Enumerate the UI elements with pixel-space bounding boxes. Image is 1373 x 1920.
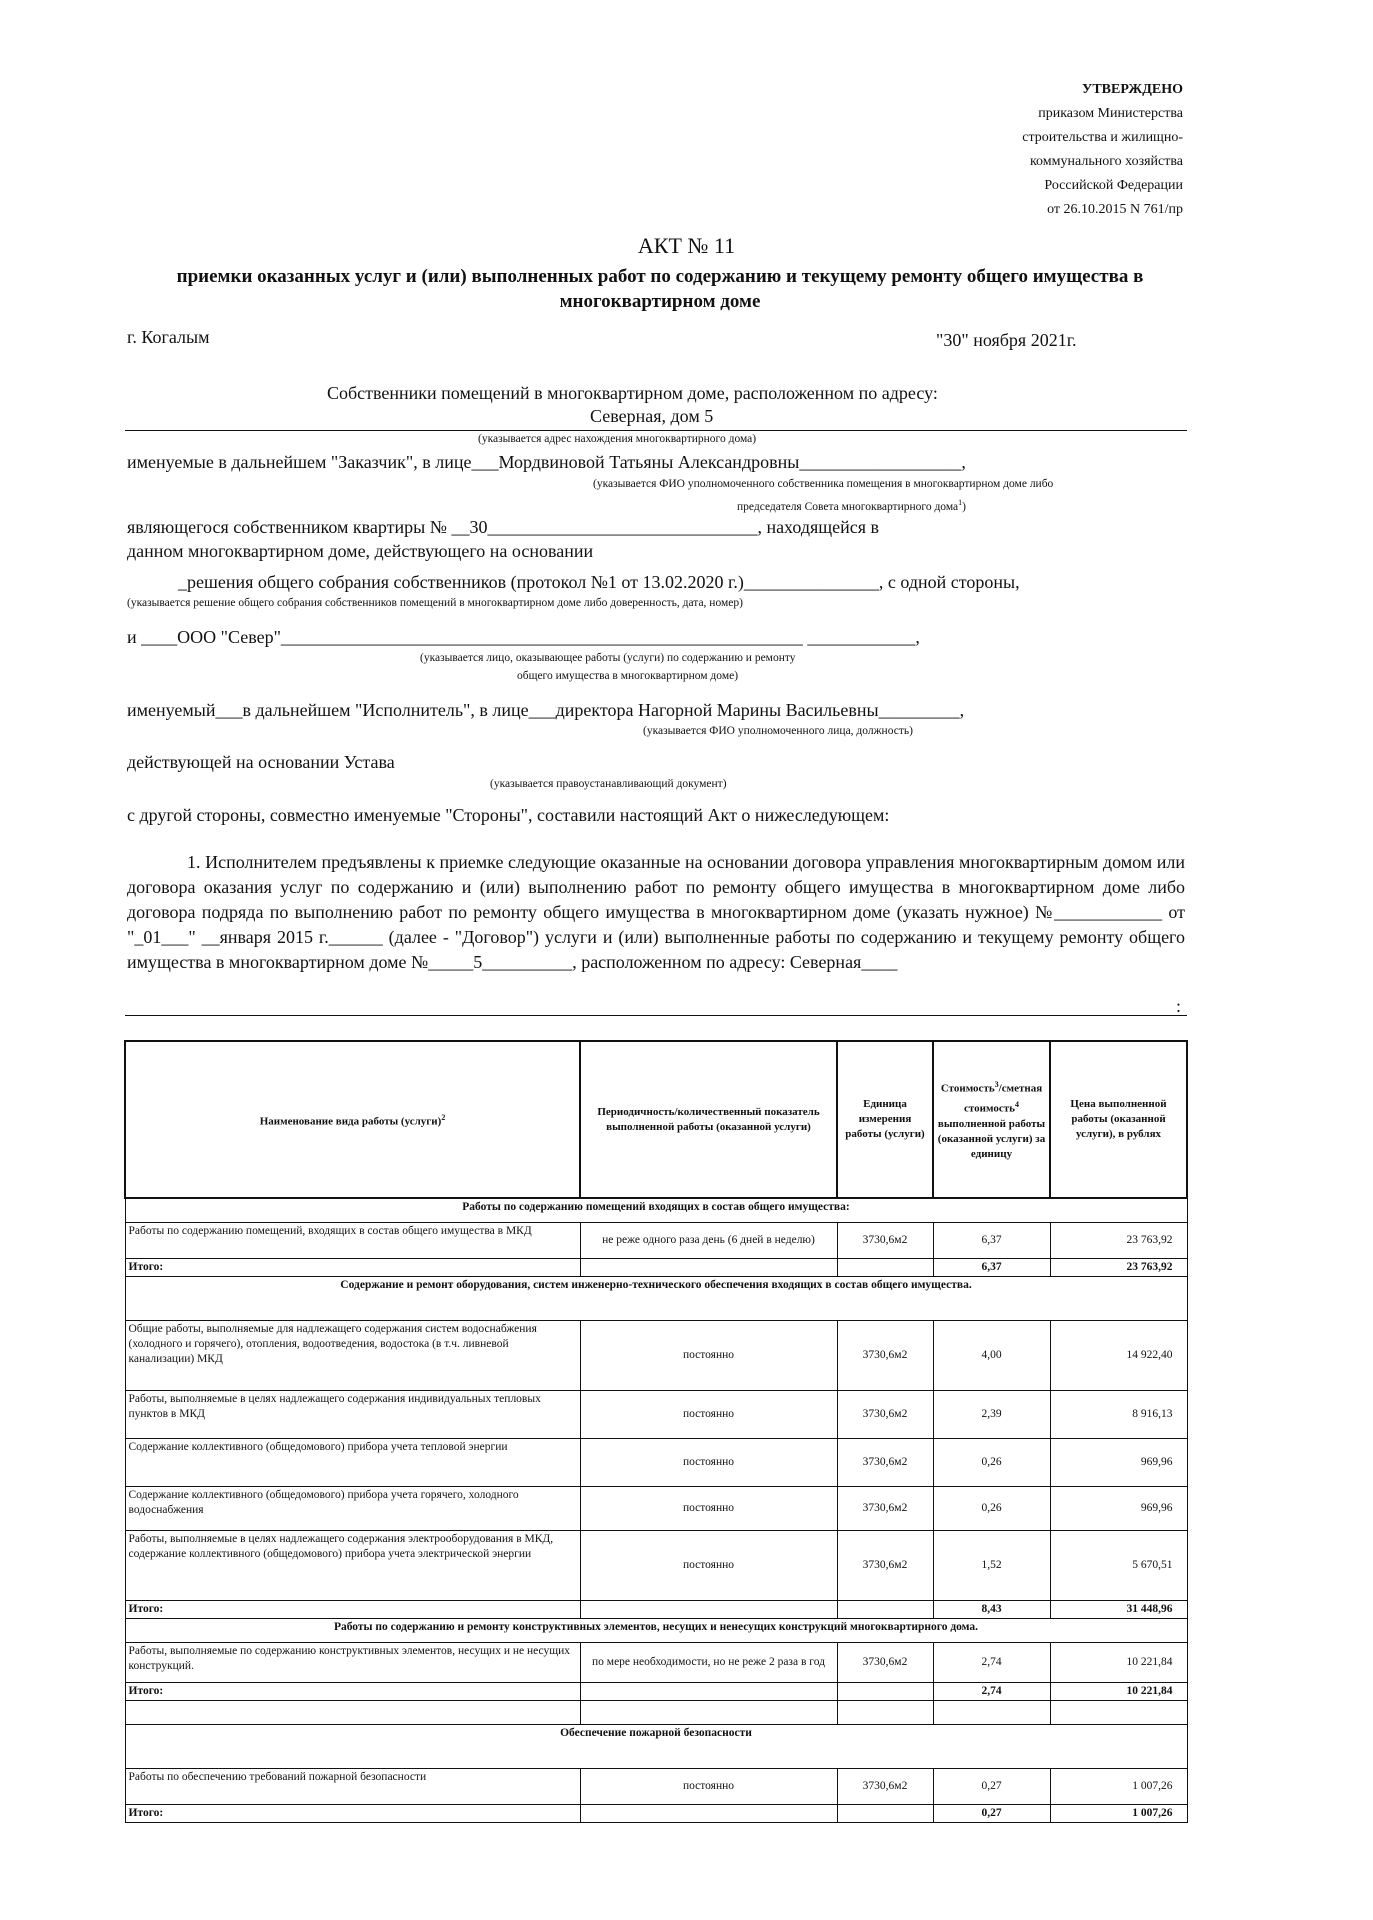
executor-line: именуемый___в дальнейшем "Исполнитель", в лице___директора Нагорной Марины Васильевны_________, <box>127 700 965 720</box>
work-name-cell: Работы, выполняемые в целях надлежащего содержания электрооборудования в МКД, содержание коллективного (общедомового) прибора учета электрической энергии <box>125 1530 580 1600</box>
table-row <box>125 1438 1187 1486</box>
price-cell: 8 916,13 <box>1050 1390 1187 1438</box>
city: г. Когалым <box>127 327 210 347</box>
periodicity-cell: постоянно <box>580 1530 837 1600</box>
work-name-cell: Содержание коллективного (общедомового) прибора учета горячего, холодного водоснабжения <box>125 1486 580 1530</box>
decision-hint: (указывается решение общего собрания собственников помещений в многоквартирном доме либо доверенность, дата, номер) <box>127 597 743 609</box>
empty-cell <box>580 1600 837 1618</box>
table-row <box>125 1486 1187 1530</box>
empty-cell <box>580 1804 837 1822</box>
periodicity-cell: постоянно <box>580 1486 837 1530</box>
price-cell: 969,96 <box>1050 1486 1187 1530</box>
unit-cell: 3730,6м2 <box>837 1768 933 1804</box>
decision-line: _решения общего собрания собственников (протокол №1 от 13.02.2020 г.)_______________, с одной стороны, <box>178 572 1020 592</box>
total-label: Итого: <box>125 1682 580 1700</box>
unit-cell: 3730,6м2 <box>837 1222 933 1258</box>
act-title: приемки оказанных услуг и (или) выполненных работ по содержанию и текущему ремонту общего имущества в многоквартирном доме <box>176 266 1144 312</box>
unit-cell: 3730,6м2 <box>837 1530 933 1600</box>
spacer-row <box>125 1700 1187 1724</box>
price-cell: 969,96 <box>1050 1438 1187 1486</box>
periodicity-cell: постоянно <box>580 1438 837 1486</box>
table-row <box>125 1642 1187 1682</box>
empty-cell <box>580 1258 837 1276</box>
cost-cell: 4,00 <box>933 1320 1050 1390</box>
periodicity-cell: постоянно <box>580 1390 837 1438</box>
unit-cell: 3730,6м2 <box>837 1486 933 1530</box>
empty-cell <box>837 1804 933 1822</box>
total-cost: 6,37 <box>933 1258 1050 1276</box>
table-row <box>125 1390 1187 1438</box>
unit-cell: 3730,6м2 <box>837 1390 933 1438</box>
cost-cell: 0,26 <box>933 1486 1050 1530</box>
basis-hint: (указывается правоустанавливающий документ) <box>490 778 727 790</box>
header-price: Цена выполненной работы (оказанной услуги), в рублях <box>1050 1041 1187 1198</box>
clause-colon: : <box>1176 996 1182 1016</box>
total-label: Итого: <box>125 1600 580 1618</box>
section-title: Содержание и ремонт оборудования, систем инженерно-технического обеспечения входящих в состав общего имущества. <box>125 1276 1187 1320</box>
price-cell: 10 221,84 <box>1050 1642 1187 1682</box>
clause-1: 1. Исполнителем предъявлены к приемке следующие оказанные на основании договора управления многоквартирным домом или договора оказания услуг по содержанию и (или) выполнению работ по ремонту общего имущества в многоквартирном доме либо договора подряда по выполнению работ по ремонту общего имущества в многоквартирном доме (указать нужное) №____________ от "_01___" __января 2015 г.______ (далее - "Договор") услуги и (или) выполненные работы по содержанию и текущему ремонту общего имущества в многоквартирном доме №_____5__________, расположенном по адресу: Северная____ <box>127 852 1185 972</box>
approval-line: приказом Министерства <box>1038 106 1183 121</box>
total-row <box>125 1600 1187 1618</box>
empty-cell <box>837 1682 933 1700</box>
customer-line: именуемые в дальнейшем "Заказчик", в лице___Мордвиновой Татьяны Александровны__________________, <box>127 452 966 472</box>
total-row <box>125 1258 1187 1276</box>
cost-cell: 1,52 <box>933 1530 1050 1600</box>
header-work-name: Наименование вида работы (услуги)$^2$ <box>125 1041 580 1198</box>
table-row <box>125 1320 1187 1390</box>
total-price: 1 007,26 <box>1050 1804 1187 1822</box>
periodicity-cell: не реже одного раза день (6 дней в неделю) <box>580 1222 837 1258</box>
work-name-cell: Общие работы, выполняемые для надлежащего содержания систем водоснабжения (холодного и горячего), отопления, водоотведения, водостока (в т.ч. ливневой канализации) МКД <box>125 1320 580 1390</box>
section-title: Обеспечение пожарной безопасности <box>125 1724 1187 1768</box>
total-label: Итого: <box>125 1804 580 1822</box>
unit-cell: 3730,6м2 <box>837 1438 933 1486</box>
section-header-row <box>125 1276 1187 1320</box>
section-header-row <box>125 1724 1187 1768</box>
act-date: "30" ноября 2021г. <box>936 330 1077 350</box>
contractor-line: и ____ООО "Север"__________________________________________________________ ____________, <box>127 627 920 647</box>
cost-cell: 0,26 <box>933 1438 1050 1486</box>
section-header-row <box>125 1198 1187 1222</box>
cost-cell: 6,37 <box>933 1222 1050 1258</box>
cost-cell: 0,27 <box>933 1768 1050 1804</box>
empty-cell <box>1050 1700 1187 1724</box>
empty-cell <box>837 1600 933 1618</box>
cost-cell: 2,39 <box>933 1390 1050 1438</box>
approval-line: Российской Федерации <box>1044 178 1183 193</box>
price-cell: 1 007,26 <box>1050 1768 1187 1804</box>
contractor-hint-2: общего имущества в многоквартирном доме) <box>517 670 739 682</box>
address-hint: (указывается адрес нахождения многоквартирного дома) <box>478 433 757 445</box>
customer-hint: (указывается ФИО уполномоченного собственника помещения в многоквартирном доме либо <box>593 478 1054 490</box>
empty-cell <box>837 1258 933 1276</box>
total-price: 23 763,92 <box>1050 1258 1187 1276</box>
section-title: Работы по содержанию помещений входящих в состав общего имущества: <box>125 1198 1187 1222</box>
approval-line: УТВЕРЖДЕНО <box>1082 82 1183 97</box>
total-cost: 2,74 <box>933 1682 1050 1700</box>
table-row <box>125 1222 1187 1258</box>
work-name-cell: Работы по содержанию помещений, входящих в состав общего имущества в МКД <box>125 1222 580 1258</box>
unit-cell: 3730,6м2 <box>837 1320 933 1390</box>
total-row <box>125 1804 1187 1822</box>
owner-line: являющегося собственником квартиры № __30______________________________, находящейся в <box>127 517 880 537</box>
works-table <box>124 1040 1188 1823</box>
act-number: АКТ № 11 <box>637 233 736 258</box>
header-cost: Стоимость$^3$/сметная стоимость$^4$ выполненной работы (оказанной услуги) за единицу <box>933 1041 1050 1198</box>
total-price: 31 448,96 <box>1050 1600 1187 1618</box>
owners-intro: Собственники помещений в многоквартирном доме, расположенном по адресу: <box>327 383 938 403</box>
header-periodicity: Периодичность/количественный показатель выполненной работы (оказанной услуги) <box>580 1041 837 1198</box>
house-basis-line: данном многоквартирном доме, действующего на основании <box>127 541 594 561</box>
house-address: Северная, дом 5 <box>590 406 714 426</box>
other-side-line: с другой стороны, совместно именуемые "Стороны", составили настоящий Акт о нижеследующем: <box>127 805 890 825</box>
price-cell: 5 670,51 <box>1050 1530 1187 1600</box>
empty-cell <box>580 1700 837 1724</box>
empty-cell <box>125 1700 580 1724</box>
work-name-cell: Содержание коллективного (общедомового) прибора учета тепловой энергии <box>125 1438 580 1486</box>
price-cell: 23 763,92 <box>1050 1222 1187 1258</box>
approval-stamp <box>1022 78 1183 222</box>
total-row <box>125 1682 1187 1700</box>
price-cell: 14 922,40 <box>1050 1320 1187 1390</box>
contractor-hint: (указывается лицо, оказывающее работы (услуги) по содержанию и ремонту <box>420 652 796 664</box>
empty-cell <box>933 1700 1050 1724</box>
empty-cell <box>580 1682 837 1700</box>
approval-line: от 26.10.2015 N 761/пр <box>1047 202 1183 217</box>
header-unit: Единица измерения работы (услуги) <box>837 1041 933 1198</box>
unit-cell: 3730,6м2 <box>837 1642 933 1682</box>
section-header-row <box>125 1618 1187 1642</box>
periodicity-cell: постоянно <box>580 1320 837 1390</box>
periodicity-cell: постоянно <box>580 1768 837 1804</box>
work-name-cell: Работы, выполняемые в целях надлежащего содержания индивидуальных тепловых пунктов в МКД <box>125 1390 580 1438</box>
cost-cell: 2,74 <box>933 1642 1050 1682</box>
total-cost: 0,27 <box>933 1804 1050 1822</box>
work-name-cell: Работы по обеспечению требований пожарной безопасности <box>125 1768 580 1804</box>
clause-underline <box>125 1015 1187 1016</box>
table-row <box>125 1768 1187 1804</box>
basis-line: действующей на основании Устава <box>127 752 395 772</box>
address-underline <box>125 430 1187 431</box>
customer-hint-2: председателя Совета многоквартирного дома$^1$) <box>737 498 966 513</box>
approval-line: строительства и жилищно- <box>1022 130 1183 145</box>
total-label: Итого: <box>125 1258 580 1276</box>
empty-cell <box>837 1700 933 1724</box>
periodicity-cell: по мере необходимости, но не реже 2 раза в год <box>580 1642 837 1682</box>
total-cost: 8,43 <box>933 1600 1050 1618</box>
total-price: 10 221,84 <box>1050 1682 1187 1700</box>
work-name-cell: Работы, выполняемые по содержанию конструктивных элементов, несущих и не несущих конструкций. <box>125 1642 580 1682</box>
table-row <box>125 1530 1187 1600</box>
executor-hint: (указывается ФИО уполномоченного лица, должность) <box>643 725 913 737</box>
approval-line: коммунального хозяйства <box>1029 154 1183 169</box>
table-header-row <box>125 1041 1187 1198</box>
section-title: Работы по содержанию и ремонту конструктивных элементов, несущих и ненесущих конструкций многоквартирного дома. <box>125 1618 1187 1642</box>
